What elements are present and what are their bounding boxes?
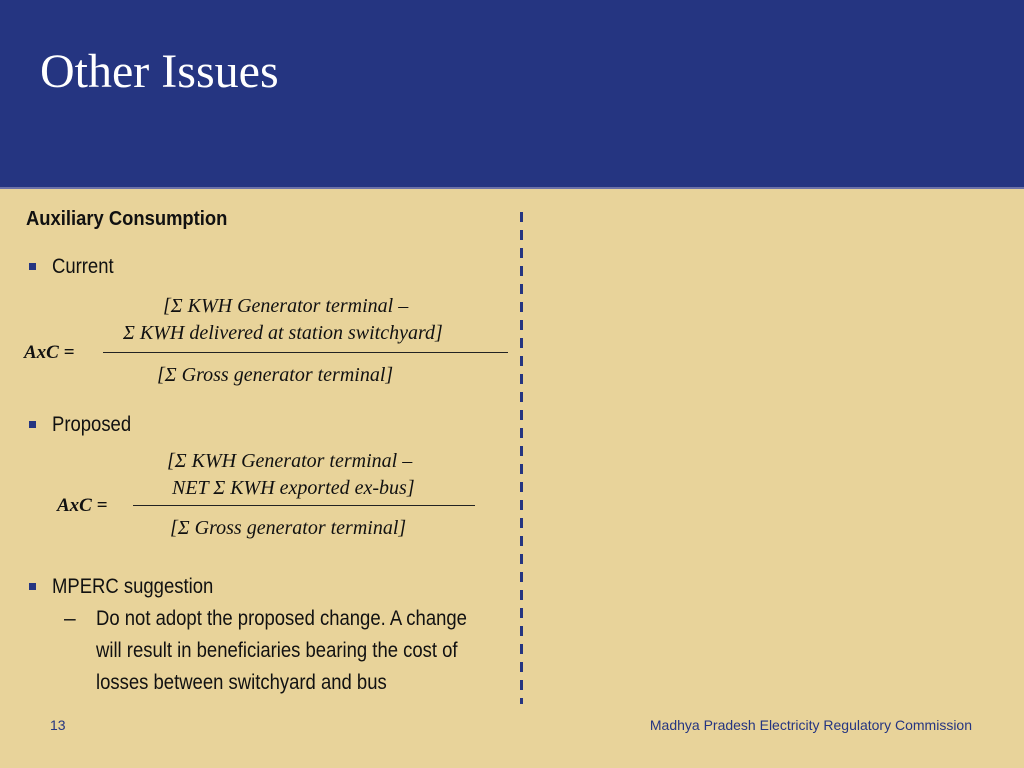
sub-bullet-dash: –	[64, 607, 76, 630]
proposed-denominator: [Σ Gross generator terminal]	[170, 517, 407, 539]
bullet-square-icon	[29, 583, 36, 590]
bullet-proposed: Proposed	[52, 413, 132, 436]
proposed-numerator-line1: [Σ KWH Generator terminal –	[167, 450, 413, 472]
bullet-mperc-suggestion: MPERC suggestion	[52, 575, 214, 598]
current-denominator: [Σ Gross generator terminal]	[157, 364, 394, 386]
proposed-lhs: AxC =	[57, 495, 108, 516]
section-title: Auxiliary Consumption	[26, 208, 228, 230]
suggestion-text: Do not adopt the proposed change. A change will result in beneficiaries bearing the cost of losses between switchyard and bus	[96, 607, 467, 694]
bullet-square-icon	[29, 263, 36, 270]
current-fraction-line	[103, 352, 508, 353]
page-number: 13	[50, 717, 66, 733]
footer-text: Madhya Pradesh Electricity Regulatory Commission	[649, 717, 972, 733]
title-bar	[0, 0, 1024, 187]
bullet-square-icon	[29, 421, 36, 428]
proposed-fraction-line	[133, 505, 475, 506]
header-divider	[0, 187, 1024, 189]
current-numerator-line2: Σ KWH delivered at station switchyard]	[123, 322, 443, 344]
proposed-numerator-line2: NET Σ KWH exported ex-bus]	[172, 477, 415, 499]
current-lhs: AxC =	[24, 342, 75, 363]
current-numerator-line1: [Σ KWH Generator terminal –	[163, 295, 409, 317]
slide-title: Other Issues	[40, 45, 279, 98]
vertical-dashed-divider	[520, 212, 523, 704]
bullet-current: Current	[52, 255, 114, 278]
